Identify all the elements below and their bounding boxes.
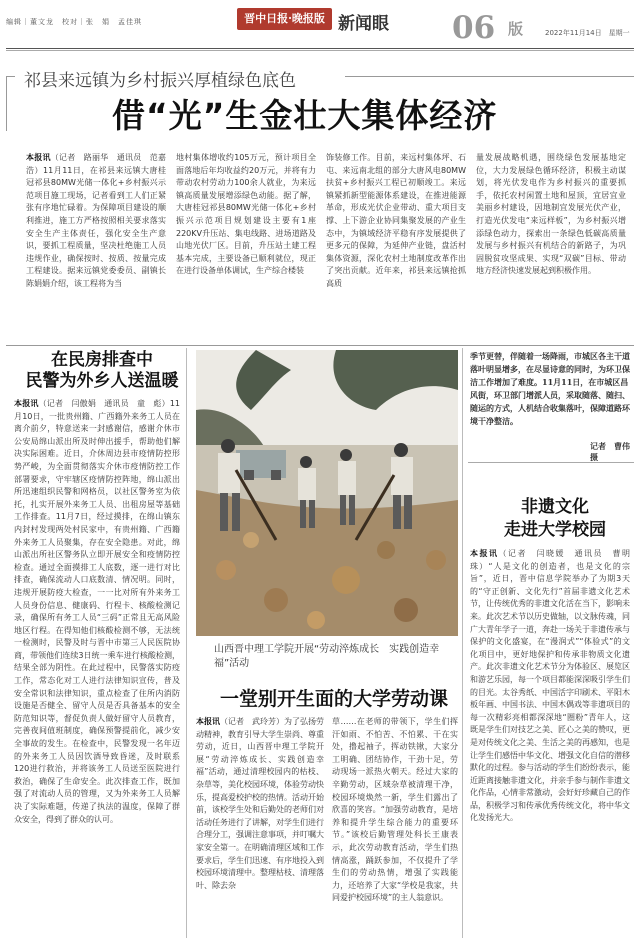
headline-line: 民警为外乡人送温暖 [25,371,179,391]
left-story-body [14,398,180,938]
headline-line: 非遗文化 [521,497,589,517]
top-story-column-1 [26,152,166,340]
top-story-headline: 借“光”生金壮大集体经济 [112,96,498,135]
column-text: （记者 武玲芳）为了弘扬劳动精神，教育引导大学生崇尚、尊重劳动，近日，山西晋中理工学院开展“劳动淬炼成长、实践创造幸福”活动，通过清理校园内的枯枝、杂草等，美化校园环境，体验劳动快乐，提高爱校护校的热情。活动开始前，该校学生处和后勤处的老师们对活动任务进行了讲解，对学生们进行合理分工，强调注意事项，并叮嘱大家安全第一。在明确清理区域和工作要求后，学生们迅速、有序地投入到校园环境清理中。整理枯枝、清理落叶、除去杂 [196,717,324,890]
top-story-kicker: 祁县来远镇为乡村振兴厚植绿色底色 [24,71,296,91]
left-story-headline [22,350,182,392]
mid-story-headline: 一堂别开生面的大学劳动课 [219,688,448,710]
byline: 本报讯 [14,399,39,408]
newspaper-logo: 晋中日报·晚报版 [237,8,332,30]
header-divider-thin [6,50,634,51]
column-text: （记者 闫晓媛 通讯员 曹明珠）“人是文化的创造者，也是文化的宗旨”，近日，晋中信息学院举办了为期3天的“守正创新、文化先行”首届非遗文化艺术节，让传统优秀的非遗文化活在当下，影响未来。此次艺术节以历史做轴，以文脉传魂，同广大青年学子一道，奔赴一场关于非遗传承与保护的文化盛宴，在“漫润式”“体验式”的文化项目中，更好地保护和传承非物质文化遗产。此次非遗文化艺术节分为体验区、展览区和游艺乐园，每一个项目都能深深吸引学生们的目光。太谷秀纸、中国活字印刷术、平阳木板年画、中国书法、中国木偶戏等非遗项目的每一次精彩亮相都深深地“圈粉”青年人，这既是学生们对技艺之美、匠心之美的赞叹，更是对传统文化之美、生活之美的再感知，也是让学生们感悟中华文化、增强文化自信的潜移默化的过程。参与活动的学生们纷纷表示，能近距离接触非遗文化，并亲手参与制作非遗文化作品，心情非常激动，会好好珍藏自己的作品，积极学习和传承优秀传统文化，将中华文化发扬光大。 [470,549,630,823]
mid-story-subhead: 山西晋中理工学院开展“劳动淬炼成长 实践创造幸福”活动 [214,644,440,669]
edition-unit: 版 [508,20,524,38]
top-story-column-2: 地村集体增收约105万元，预计项目全面落地后年均收益约20万元，并将有力带动农村劳动力100余人就业，为来远镇高质量发展增添绿色动能。据了解，大唐桂冠祁县80MW光储一体化+乡村振兴示范项目规划建设主要有1座220KV升压站、集电线路、进场道路及山地光伏厂区。目前，升压站土建工程基本完成，主要设备已顺利就位，现正在进行设备单体调试，生产综合楼装 [176,153,316,276]
issue-date: 2022年11月14日 星期一 [545,29,630,37]
edition-number: 06 [452,10,496,46]
mid-story-column-1 [196,716,324,938]
section-divider [6,345,634,346]
editor-credits: 编辑｜董文龙 校对｜张 娟 孟佳琪 [6,18,142,26]
top-story-column-4: 量发展战略机遇，围绕绿色发展基地定位，大力发展绿色循环经济，积极主动谋划，将光伏发电作为乡村振兴的重要抓手，依托农村闲置土地和屋顶，宜居宜业美丽乡村建设，因地制宜发展光伏产业，打造光伏发电“来远样板”，为乡村振兴增添绿色动力，探索出一条绿色低碳高质量发展与乡村振兴有机结合的新路子，为巩固脱贫攻坚成果、实现“双碳”目标、带动地方经济快速发展起到积极作用。 [476,153,626,276]
right-story-body [470,548,630,938]
frame-line [345,76,634,77]
photo-credit: 记者 曹伟 摄 [590,442,638,462]
column-divider [462,348,463,938]
mid-story-column-2: 草……在老师的带领下，学生们挥汗如雨、不怕苦、不怕累、干在实处，撸起袖子，挥动铁锹，大家分工明确、团结协作，干劲十足，劳动现场一派热火朝天。经过大家的辛勤劳动，区域杂草被清理干净，校园环境焕然一新，学生们露出了欣喜的笑容。“加强劳动教育，是培养和提升学生综合能力的重要环节。”该校后勤管理处科长王康表示，此次劳动教育活动，学生们热情高涨，踊跃参加，不仅提升了学生们的劳动热情，增强了实践能力，还培养了大家“学校是我家，共同爱护校园环境”的主人翁意识。 [332,717,458,903]
byline: 本报讯 [470,549,499,558]
byline: 本报讯 [26,153,51,162]
headline-line: 在民房排查中 [51,350,153,370]
section-name: 新闻眼 [338,14,389,34]
frame-line [6,76,7,131]
header-divider [6,48,634,49]
column-text: （记者 路丽华 通讯员 范嘉浩）11月11日，在祁县来远镇大唐桂冠祁县80MW光储一体化+乡村振兴示范项目施工现场，记者看到工人们正紧张有序地忙碌着。为保障项目建设的顺利推进，施工方严格按照相关要求落实安全生产主体责任，强化安全生产意识，要抓工程质量，坚决杜绝施工人员违规作业，确保按时、按质、按量完成工程建设。据来远镇党委委员、副镇长陈娟娟介绍，该工程将为当 [26,153,166,288]
column-divider [186,348,187,938]
right-story-headline [480,496,630,542]
byline: 本报讯 [196,717,220,726]
headline-line: 走进大学校园 [504,520,606,540]
street-sweepers-photo [196,350,458,636]
frame-line [6,76,15,77]
column-text: （记者 闫傲娟 通讯员 童 彪）11月10日，一批贵州籍、广西籍外来务工人员在离介前夕，特意送来一封感谢信，感谢介休市公安局绵山派出所及时伸出援手，帮助他们解决实际困难。近日，介休周边县市疫情防控形势严峻，为全面贯彻落实介休市疫情防控工作部署要求，守牢辖区疫情防控阵地，绵山派出所迅速组织民警和网格员，以社区警务室为依托，扎实开展外来务工人员、出租房屋等基础工作排查。11月7日，经过摸排，在绵山镇东内封村发现两处村民家中，有贵州籍、广西籍外来务工人员聚集，存在安全隐患。对此，绵山派出所社区警务队立即开展安全和疫情防控检查。通过全面摸排工人底数，逐一进行对比排查，确保流动人口底数清、情况明。同时，违规开展防疫大检查，一一比对所有外来务工人员身份信息、健康码、行程卡、核酸检测记录，确保所有务工人员“三码”正常且无高风险地区行程。在得知他们核酸检测不够，无法统一检测时，民警及时与晋中市第三人民医院协商，带领他们连续3日统一乘车进行核酸检测，结果全部为阴性。在此过程中，民警落实防疫工作，常态化对工人进行法律知识宣传，普及安全常识和法律知识，重点检查了住所内消防设施是否健全、留守人员是否具备基本的安全防范知识等，督促负责人做好留守人员教育，完善夜间值班制度，确保预警提前化，减少安全事故的发生。在检查中，民警发现一名年迈的外来务工人员因饮酒导致昏迷，及时联系120进行救治，并将该务工人员送至医院进行救治，确保了生命安全。此次排查工作，既加强了对流动人员的管理，又为外来务工人员解决了实际难题，传递了执法的温度，保障了群众安全，得到了群众的认可。 [14,399,180,824]
section-divider [468,462,634,463]
photo-caption: 季节更替，伴随着一场降雨，市城区各主干道落叶明显增多，在尽显诗意的同时，为环卫保洁工作增加了难度。11月11日，在市城区昌风街，环卫部门增派人员，采取随落、随扫、随运的方式，人机结合收集落叶，保障道路环境干净整洁。 [470,351,630,426]
top-story-column-3: 饰装修工作。目前，来远村集体坪、石屯、来远南北组的部分大唐风电80MW扶贫+乡村振兴工程已初顺竣工。来远镇紧抓新型能源体系建设，在推进能源革命，形成光伏企业带动、重大项目支撑、上下游企业协同集聚发展的产业生态中，为镇域经济平稳有序发展提供了更多元的保障，为延伸产业链，盘活村集体资源，深化农村土地制度改革作出了突出贡献。近年来，祁县来远镇抢抓高质 [326,153,466,288]
